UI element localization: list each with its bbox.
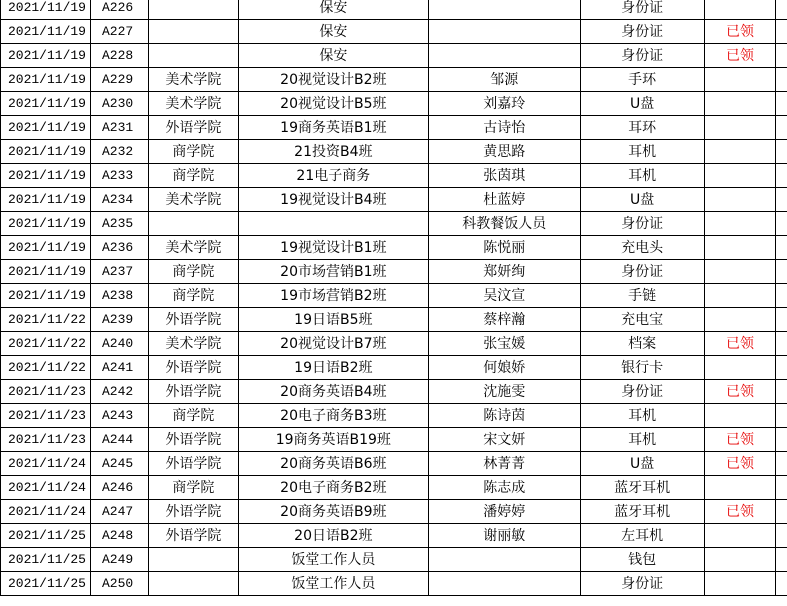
name-cell[interactable]: 沈施雯 xyxy=(428,380,580,404)
status-cell[interactable] xyxy=(704,356,776,380)
empty-cell[interactable] xyxy=(776,380,787,404)
name-cell[interactable] xyxy=(428,44,580,68)
empty-cell[interactable] xyxy=(776,404,787,428)
college-cell[interactable]: 商学院 xyxy=(148,260,238,284)
name-cell[interactable]: 张宝媛 xyxy=(428,332,580,356)
table-row xyxy=(1,116,787,140)
empty-cell[interactable] xyxy=(776,92,787,116)
name-cell[interactable]: 古诗怡 xyxy=(428,116,580,140)
status-cell[interactable]: 已领 xyxy=(704,20,776,44)
status-cell[interactable] xyxy=(704,68,776,92)
id-cell[interactable]: A241 xyxy=(90,356,148,380)
id-cell[interactable]: A229 xyxy=(90,68,148,92)
college-cell[interactable]: 商学院 xyxy=(148,404,238,428)
item-cell[interactable]: 蓝牙耳机 xyxy=(580,500,704,524)
table-row xyxy=(1,140,787,164)
id-cell[interactable]: A230 xyxy=(90,92,148,116)
empty-cell[interactable] xyxy=(776,500,787,524)
item-cell[interactable]: 身份证 xyxy=(580,260,704,284)
college-cell[interactable]: 美术学院 xyxy=(148,332,238,356)
status-cell[interactable] xyxy=(704,164,776,188)
id-cell[interactable]: A247 xyxy=(90,500,148,524)
table-row xyxy=(1,356,787,380)
name-cell[interactable]: 黄思路 xyxy=(428,140,580,164)
table-row xyxy=(1,236,787,260)
class-cell[interactable]: 保安 xyxy=(238,20,428,44)
empty-cell[interactable] xyxy=(776,572,787,596)
date-cell[interactable]: 2021/11/24 xyxy=(1,500,91,524)
college-cell[interactable]: 外语学院 xyxy=(148,524,238,548)
empty-cell[interactable] xyxy=(776,356,787,380)
name-cell[interactable] xyxy=(428,0,580,20)
name-cell[interactable]: 杜蓝婷 xyxy=(428,188,580,212)
empty-cell[interactable] xyxy=(776,68,787,92)
item-cell[interactable]: 手环 xyxy=(580,68,704,92)
status-cell[interactable]: 已领 xyxy=(704,500,776,524)
name-cell[interactable]: 宋文妍 xyxy=(428,428,580,452)
id-cell[interactable]: A237 xyxy=(90,260,148,284)
name-cell[interactable]: 谢丽敏 xyxy=(428,524,580,548)
date-cell[interactable]: 2021/11/22 xyxy=(1,308,91,332)
table-row xyxy=(1,452,787,476)
item-cell[interactable]: 身份证 xyxy=(580,380,704,404)
empty-cell[interactable] xyxy=(776,140,787,164)
status-cell[interactable] xyxy=(704,140,776,164)
name-cell[interactable]: 陈诗茵 xyxy=(428,404,580,428)
empty-cell[interactable] xyxy=(776,284,787,308)
empty-cell[interactable] xyxy=(776,452,787,476)
class-cell[interactable]: 19视觉设计B1班 xyxy=(238,236,428,260)
class-cell[interactable]: 19市场营销B2班 xyxy=(238,284,428,308)
college-cell[interactable]: 外语学院 xyxy=(148,500,238,524)
date-cell[interactable]: 2021/11/25 xyxy=(1,548,91,572)
name-cell[interactable]: 陈悦丽 xyxy=(428,236,580,260)
name-cell[interactable]: 吴汶宣 xyxy=(428,284,580,308)
date-cell[interactable]: 2021/11/24 xyxy=(1,476,91,500)
empty-cell[interactable] xyxy=(776,236,787,260)
item-cell[interactable]: 蓝牙耳机 xyxy=(580,476,704,500)
id-cell[interactable]: A242 xyxy=(90,380,148,404)
college-cell[interactable] xyxy=(148,44,238,68)
class-cell[interactable]: 20日语B2班 xyxy=(238,524,428,548)
id-cell[interactable]: A236 xyxy=(90,236,148,260)
id-cell[interactable]: A228 xyxy=(90,44,148,68)
class-cell[interactable]: 21投资B4班 xyxy=(238,140,428,164)
name-cell[interactable]: 邹源 xyxy=(428,68,580,92)
id-cell[interactable]: A246 xyxy=(90,476,148,500)
item-cell[interactable]: 左耳机 xyxy=(580,524,704,548)
empty-cell[interactable] xyxy=(776,116,787,140)
id-cell[interactable]: A244 xyxy=(90,428,148,452)
class-cell[interactable]: 21电子商务 xyxy=(238,164,428,188)
college-cell[interactable]: 商学院 xyxy=(148,284,238,308)
college-cell[interactable] xyxy=(148,572,238,596)
status-cell[interactable] xyxy=(704,404,776,428)
table-row xyxy=(1,188,787,212)
college-cell[interactable]: 商学院 xyxy=(148,164,238,188)
status-cell[interactable]: 已领 xyxy=(704,332,776,356)
empty-cell[interactable] xyxy=(776,524,787,548)
table-body xyxy=(1,0,787,596)
empty-cell[interactable] xyxy=(776,212,787,236)
table-row xyxy=(1,404,787,428)
date-cell[interactable]: 2021/11/19 xyxy=(1,0,91,20)
item-cell[interactable]: 身份证 xyxy=(580,212,704,236)
class-cell[interactable]: 20电子商务B3班 xyxy=(238,404,428,428)
table-row xyxy=(1,0,787,20)
status-cell[interactable] xyxy=(704,284,776,308)
college-cell[interactable]: 商学院 xyxy=(148,140,238,164)
empty-cell[interactable] xyxy=(776,164,787,188)
status-cell[interactable] xyxy=(704,0,776,20)
college-cell[interactable] xyxy=(148,548,238,572)
class-cell[interactable]: 20电子商务B2班 xyxy=(238,476,428,500)
empty-cell[interactable] xyxy=(776,428,787,452)
date-cell[interactable]: 2021/11/22 xyxy=(1,332,91,356)
table-row xyxy=(1,428,787,452)
id-cell[interactable]: A243 xyxy=(90,404,148,428)
item-cell[interactable]: 银行卡 xyxy=(580,356,704,380)
id-cell[interactable]: A245 xyxy=(90,452,148,476)
table-row xyxy=(1,44,787,68)
date-cell[interactable]: 2021/11/23 xyxy=(1,404,91,428)
id-cell[interactable]: A232 xyxy=(90,140,148,164)
college-cell[interactable]: 外语学院 xyxy=(148,356,238,380)
id-cell[interactable]: A231 xyxy=(90,116,148,140)
table-row xyxy=(1,548,787,572)
class-cell[interactable]: 20商务英语B6班 xyxy=(238,452,428,476)
status-cell[interactable] xyxy=(704,524,776,548)
college-cell[interactable]: 外语学院 xyxy=(148,452,238,476)
status-cell[interactable] xyxy=(704,572,776,596)
status-cell[interactable] xyxy=(704,476,776,500)
class-cell[interactable]: 19商务英语B1班 xyxy=(238,116,428,140)
item-cell[interactable]: 耳环 xyxy=(580,116,704,140)
status-cell[interactable]: 已领 xyxy=(704,452,776,476)
item-cell[interactable]: 身份证 xyxy=(580,44,704,68)
college-cell[interactable]: 美术学院 xyxy=(148,188,238,212)
item-cell[interactable]: U盘 xyxy=(580,188,704,212)
id-cell[interactable]: A239 xyxy=(90,308,148,332)
table-row xyxy=(1,380,787,404)
class-cell[interactable]: 保安 xyxy=(238,0,428,20)
item-cell[interactable]: U盘 xyxy=(580,452,704,476)
status-cell[interactable] xyxy=(704,308,776,332)
item-cell[interactable]: 身份证 xyxy=(580,572,704,596)
class-cell[interactable]: 保安 xyxy=(238,44,428,68)
empty-cell[interactable] xyxy=(776,332,787,356)
empty-cell[interactable] xyxy=(776,260,787,284)
status-cell[interactable]: 已领 xyxy=(704,380,776,404)
date-cell[interactable]: 2021/11/19 xyxy=(1,140,91,164)
status-cell[interactable] xyxy=(704,116,776,140)
college-cell[interactable]: 外语学院 xyxy=(148,380,238,404)
date-cell[interactable]: 2021/11/23 xyxy=(1,380,91,404)
empty-cell[interactable] xyxy=(776,0,787,20)
table-row xyxy=(1,20,787,44)
item-cell[interactable]: 耳机 xyxy=(580,428,704,452)
table-row xyxy=(1,476,787,500)
status-cell[interactable] xyxy=(704,212,776,236)
id-cell[interactable]: A227 xyxy=(90,20,148,44)
table-row xyxy=(1,572,787,596)
date-cell[interactable]: 2021/11/19 xyxy=(1,164,91,188)
college-cell[interactable]: 美术学院 xyxy=(148,92,238,116)
table-row xyxy=(1,500,787,524)
name-cell[interactable]: 林菁菁 xyxy=(428,452,580,476)
class-cell[interactable]: 饭堂工作人员 xyxy=(238,548,428,572)
college-cell[interactable]: 外语学院 xyxy=(148,308,238,332)
date-cell[interactable]: 2021/11/19 xyxy=(1,212,91,236)
item-cell[interactable]: 档案 xyxy=(580,332,704,356)
name-cell[interactable]: 何娘娇 xyxy=(428,356,580,380)
status-cell[interactable] xyxy=(704,260,776,284)
empty-cell[interactable] xyxy=(776,188,787,212)
date-cell[interactable]: 2021/11/19 xyxy=(1,116,91,140)
date-cell[interactable]: 2021/11/19 xyxy=(1,68,91,92)
item-cell[interactable]: 钱包 xyxy=(580,548,704,572)
college-cell[interactable] xyxy=(148,20,238,44)
date-cell[interactable]: 2021/11/24 xyxy=(1,452,91,476)
table-row xyxy=(1,212,787,236)
status-cell[interactable]: 已领 xyxy=(704,44,776,68)
item-cell[interactable]: 身份证 xyxy=(580,20,704,44)
item-cell[interactable]: 耳机 xyxy=(580,164,704,188)
date-cell[interactable]: 2021/11/25 xyxy=(1,524,91,548)
table-row xyxy=(1,524,787,548)
college-cell[interactable]: 外语学院 xyxy=(148,116,238,140)
college-cell[interactable]: 外语学院 xyxy=(148,428,238,452)
status-cell[interactable]: 已领 xyxy=(704,428,776,452)
name-cell[interactable]: 科教餐饭人员 xyxy=(428,212,580,236)
item-cell[interactable]: 充电头 xyxy=(580,236,704,260)
id-cell[interactable]: A235 xyxy=(90,212,148,236)
table-row xyxy=(1,332,787,356)
empty-cell[interactable] xyxy=(776,20,787,44)
item-cell[interactable]: 耳机 xyxy=(580,404,704,428)
date-cell[interactable]: 2021/11/22 xyxy=(1,356,91,380)
date-cell[interactable]: 2021/11/19 xyxy=(1,44,91,68)
table-row xyxy=(1,68,787,92)
date-cell[interactable]: 2021/11/19 xyxy=(1,20,91,44)
date-cell[interactable]: 2021/11/25 xyxy=(1,572,91,596)
class-cell[interactable]: 19视觉设计B4班 xyxy=(238,188,428,212)
class-cell[interactable]: 20商务英语B9班 xyxy=(238,500,428,524)
item-cell[interactable]: 耳机 xyxy=(580,140,704,164)
table-row xyxy=(1,164,787,188)
college-cell[interactable] xyxy=(148,0,238,20)
name-cell[interactable]: 郑妍绚 xyxy=(428,260,580,284)
class-cell[interactable]: 20视觉设计B5班 xyxy=(238,92,428,116)
table-row xyxy=(1,92,787,116)
class-cell[interactable]: 20商务英语B4班 xyxy=(238,380,428,404)
status-cell[interactable] xyxy=(704,92,776,116)
empty-cell[interactable] xyxy=(776,308,787,332)
id-cell[interactable]: A238 xyxy=(90,284,148,308)
id-cell[interactable]: A233 xyxy=(90,164,148,188)
name-cell[interactable] xyxy=(428,548,580,572)
id-cell[interactable]: A250 xyxy=(90,572,148,596)
status-cell[interactable] xyxy=(704,548,776,572)
class-cell[interactable]: 19商务英语B19班 xyxy=(238,428,428,452)
table-row xyxy=(1,284,787,308)
item-cell[interactable]: 手链 xyxy=(580,284,704,308)
date-cell[interactable]: 2021/11/23 xyxy=(1,428,91,452)
class-cell[interactable]: 19日语B2班 xyxy=(238,356,428,380)
id-cell[interactable]: A226 xyxy=(90,0,148,20)
name-cell[interactable]: 刘嘉玲 xyxy=(428,92,580,116)
class-cell[interactable]: 20市场营销B1班 xyxy=(238,260,428,284)
college-cell[interactable]: 美术学院 xyxy=(148,68,238,92)
college-cell[interactable]: 商学院 xyxy=(148,476,238,500)
empty-cell[interactable] xyxy=(776,548,787,572)
class-cell[interactable]: 20视觉设计B2班 xyxy=(238,68,428,92)
status-cell[interactable] xyxy=(704,188,776,212)
id-cell[interactable]: A240 xyxy=(90,332,148,356)
id-cell[interactable]: A234 xyxy=(90,188,148,212)
class-cell[interactable]: 20视觉设计B7班 xyxy=(238,332,428,356)
date-cell[interactable]: 2021/11/19 xyxy=(1,188,91,212)
table-row xyxy=(1,308,787,332)
name-cell[interactable]: 陈志成 xyxy=(428,476,580,500)
name-cell[interactable]: 蔡梓瀚 xyxy=(428,308,580,332)
item-cell[interactable]: 充电宝 xyxy=(580,308,704,332)
date-cell[interactable]: 2021/11/19 xyxy=(1,260,91,284)
name-cell[interactable]: 张茵琪 xyxy=(428,164,580,188)
id-cell[interactable]: A248 xyxy=(90,524,148,548)
table-row xyxy=(1,260,787,284)
item-cell[interactable]: 身份证 xyxy=(580,0,704,20)
empty-cell[interactable] xyxy=(776,44,787,68)
date-cell[interactable]: 2021/11/19 xyxy=(1,236,91,260)
empty-cell[interactable] xyxy=(776,476,787,500)
class-cell[interactable]: 19日语B5班 xyxy=(238,308,428,332)
item-cell[interactable]: U盘 xyxy=(580,92,704,116)
status-cell[interactable] xyxy=(704,236,776,260)
class-cell[interactable] xyxy=(238,212,428,236)
class-cell[interactable]: 饭堂工作人员 xyxy=(238,572,428,596)
college-cell[interactable]: 美术学院 xyxy=(148,236,238,260)
college-cell[interactable] xyxy=(148,212,238,236)
name-cell[interactable] xyxy=(428,20,580,44)
name-cell[interactable]: 潘婷婷 xyxy=(428,500,580,524)
name-cell[interactable] xyxy=(428,572,580,596)
id-cell[interactable]: A249 xyxy=(90,548,148,572)
date-cell[interactable]: 2021/11/19 xyxy=(1,92,91,116)
date-cell[interactable]: 2021/11/19 xyxy=(1,284,91,308)
